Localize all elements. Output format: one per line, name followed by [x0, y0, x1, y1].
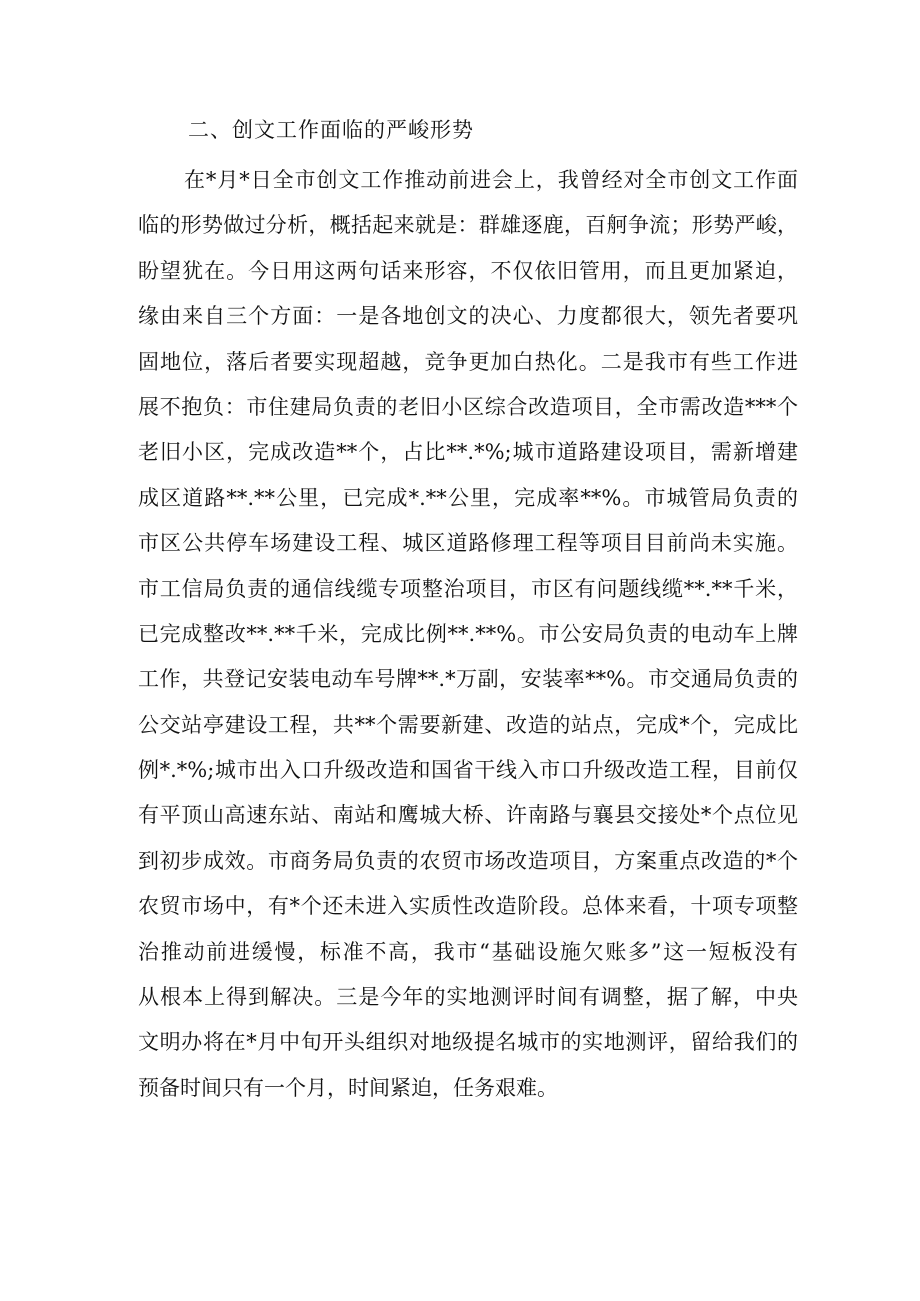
paragraph-line-15: 有平顶山高速东站、南站和鹰城大桥、许南路与襄县交接处*个点位见	[138, 803, 798, 828]
paragraph-line-20: 文明办将在*月中旬开头组织对地级提名城市的实地测评，留给我们的	[138, 1030, 798, 1055]
paragraph-line-12: 工作，共登记安装电动车号牌**.*万副，安装率**%。市交通局负责的	[138, 667, 798, 692]
paragraph-line-2: 临的形势做过分析，概括起来就是：群雄逐鹿，百舸争流；形势严峻，	[138, 213, 798, 238]
paragraph-line-3: 盼望犹在。今日用这两句话来形容，不仅依旧管用，而且更加紧迫，	[138, 258, 798, 283]
paragraph-line-5: 固地位，落后者要实现超越，竞争更加白热化。二是我市有些工作进	[138, 349, 798, 374]
paragraph-line-7: 老旧小区，完成改造**个，占比**.*%;城市道路建设项目，需新增建	[138, 440, 798, 465]
paragraph-line-8: 成区道路**.**公里，已完成*.**公里，完成率**%。市城管局负责的	[138, 485, 798, 510]
paragraph-line-17: 农贸市场中，有*个还未进入实质性改造阶段。总体来看，十项专项整	[138, 894, 798, 919]
paragraph-line-1: 在*月*日全市创文工作推动前进会上，我曾经对全市创文工作面	[184, 168, 798, 192]
paragraph-line-6: 展不抱负：市住建局负责的老旧小区综合改造项目，全市需改造***个	[138, 394, 798, 419]
paragraph-line-9: 市区公共停车场建设工程、城区道路修理工程等项目目前尚未实施。	[138, 531, 798, 556]
paragraph-line-4: 缘由来自三个方面：一是各地创文的决心、力度都很大，领先者要巩	[138, 304, 798, 329]
paragraph-line-11: 已完成整改**.**千米，完成比例**.**%。市公安局负责的电动车上牌	[138, 621, 798, 646]
paragraph-line-19: 从根本上得到解决。三是今年的实地测评时间有调整，据了解，中央	[138, 985, 798, 1010]
paragraph-line-14: 例*.*%;城市出入口升级改造和国省干线入市口升级改造工程，目前仅	[138, 758, 798, 783]
paragraph-line-10: 市工信局负责的通信线缆专项整治项目，市区有问题线缆**.**千米，	[138, 576, 798, 601]
body-paragraph	[138, 158, 798, 1111]
paragraph-line-13: 公交站亭建设工程，共**个需要新建、改造的站点，完成*个，完成比	[138, 712, 798, 737]
paragraph-line-21: 预备时间只有一个月，时间紧迫，任务艰难。	[138, 1075, 558, 1100]
paragraph-line-16: 到初步成效。市商务局负责的农贸市场改造项目，方案重点改造的*个	[138, 848, 798, 873]
section-heading: 二、创文工作面临的严峻形势	[188, 118, 474, 142]
paragraph-line-18: 治推动前进缓慢，标准不高，我市“基础设施欠账多”这一短板没有	[138, 939, 798, 964]
